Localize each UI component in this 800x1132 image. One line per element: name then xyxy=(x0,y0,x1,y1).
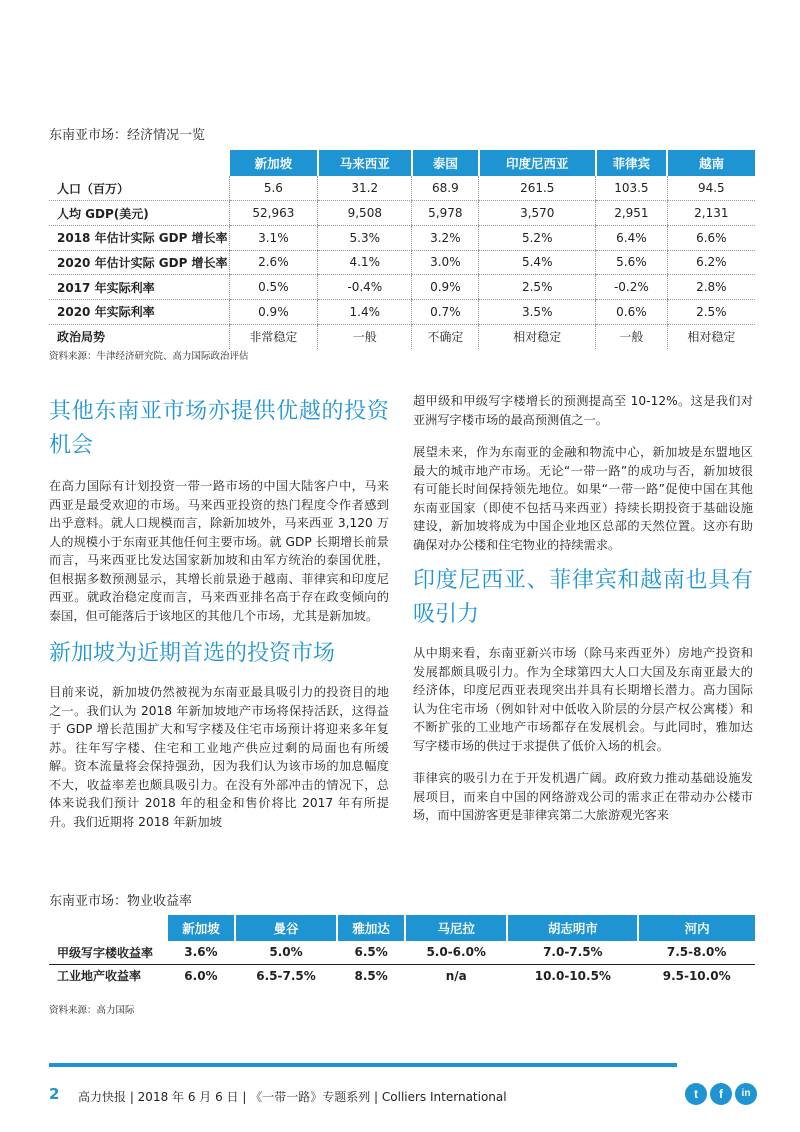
row-label: 2020 年实际利率 xyxy=(49,299,229,324)
col-header: 曼谷 xyxy=(235,915,337,941)
table-cell: 261.5 xyxy=(479,176,596,201)
table-cell: 5,978 xyxy=(412,201,479,226)
table-cell: 2.6% xyxy=(229,250,318,275)
table-cell: 103.5 xyxy=(596,176,668,201)
table-cell: 5.0% xyxy=(235,941,337,964)
yield-table-title: 东南亚市场：物业收益率 xyxy=(49,894,193,909)
table-cell: 8.5% xyxy=(354,968,388,983)
row-label: 2017 年实际利率 xyxy=(49,275,229,300)
col-header: 越南 xyxy=(667,150,755,176)
economic-table-title: 东南亚市场：经济情况一览 xyxy=(49,128,206,143)
table-cell: 5.4% xyxy=(479,250,596,275)
table-cell: 0.7% xyxy=(412,299,479,324)
table-cell: 2.5% xyxy=(667,299,755,324)
right-column xyxy=(413,392,753,825)
table-corner xyxy=(49,150,229,176)
table-cell: 7.5-8.0% xyxy=(638,941,755,964)
table-row xyxy=(49,176,755,201)
section-heading: 其他东南亚市场亦提供优越的投资机会 xyxy=(49,399,389,458)
table-cell: 一般 xyxy=(318,324,412,349)
table-cell: -0.2% xyxy=(596,275,668,300)
table-cell: n/a xyxy=(445,968,467,983)
linkedin-icon[interactable]: in xyxy=(735,1083,757,1105)
table-cell: 1.4% xyxy=(318,299,412,324)
table-cell: 3,570 xyxy=(479,201,596,226)
table-row xyxy=(49,250,755,275)
row-label: 人口（百万） xyxy=(49,176,229,201)
row-label: 2018 年估计实际 GDP 增长率 xyxy=(49,225,229,250)
table-cell: 0.9% xyxy=(229,299,318,324)
row-label: 人均 GDP(美元) xyxy=(49,201,229,226)
paragraph: 目前来说，新加坡仍然被视为东南亚最具吸引力的投资目的地之一。我们认为 2018 年新加坡地产市场将保持活跃，这得益于 GDP 增长范围扩大和写字楼及住宅市场预计将迎来多年复苏。往年写字楼、住宅和工业地产供应过剩的局面也有所缓解。资本流量将会保持强劲，因为我们认为该市场的加息幅度不大，收益率差也颇具吸引力。在没有外部冲击的情况下，总体来说我们预计 2018 年的租金和售价将比 2017 年有所提升。我们近期将 2018 年新加坡 xyxy=(49,685,389,829)
col-header: 马来西亚 xyxy=(318,150,412,176)
economic-overview-table xyxy=(49,150,755,349)
col-header: 菲律宾 xyxy=(596,150,668,176)
table-cell: 5.0-6.0% xyxy=(405,941,507,964)
table-cell: 5.2% xyxy=(479,225,596,250)
paragraph: 菲律宾的吸引力在于开发机遇广阔。政府致力推动基础设施发展项目，而来自中国的网络游戏公司的需求正在带动办公楼市场，而中国游客更是菲律宾第二大旅游观光客来 xyxy=(413,771,753,822)
table-cell: 3.2% xyxy=(412,225,479,250)
col-header: 泰国 xyxy=(412,150,479,176)
paragraph: 从中期来看，东南亚新兴市场（除马来西亚外）房地产投资和发展都颇具吸引力。作为全球第四大人口大国及东南亚最大的经济体，印度尼西亚表现突出并具有长期增长潜力。高力国际认为住宅市场（例如针对中低收入阶层的分层产权公寓楼）和不断扩张的工业地产市场都存在发展机会。与此同时，雅加达写字楼市场的供过于求提供了低价入场的机会。 xyxy=(413,646,753,753)
table-row xyxy=(49,324,755,349)
table-cell: 52,963 xyxy=(229,201,318,226)
col-header: 新加坡 xyxy=(167,915,235,941)
paragraph: 展望未来，作为东南亚的金融和物流中心，新加坡是东盟地区最大的城市地产市场。无论“一带一路”的成功与否，新加坡很有可能长时间保持领先地位。如果“一带一路”促使中国在其他东南亚国家（即使不包括马来西亚）持续长期投资于基础设施建设，新加坡将成为中国企业地区总部的天然位置。这亦有助确保对办公楼和住宅物业的持续需求。 xyxy=(413,445,753,552)
table-cell: 6.5-7.5% xyxy=(256,968,316,983)
table-cell: 3.0% xyxy=(412,250,479,275)
property-yield-table xyxy=(49,915,755,987)
table-cell: 9.5-10.0% xyxy=(662,968,731,983)
row-label: 2020 年估计实际 GDP 增长率 xyxy=(49,250,229,275)
left-column xyxy=(49,395,389,831)
table-cell: 5.6 xyxy=(229,176,318,201)
table-cell: 0.9% xyxy=(412,275,479,300)
table-cell: 2.8% xyxy=(667,275,755,300)
table1-source: 资料来源：牛津经济研究院、高力国际政治评估 xyxy=(49,351,249,362)
table-cell: 7.0-7.5% xyxy=(507,941,638,964)
facebook-icon[interactable]: f xyxy=(710,1083,732,1105)
table-cell: 相对稳定 xyxy=(667,324,755,349)
col-header: 新加坡 xyxy=(229,150,318,176)
table-cell: 68.9 xyxy=(412,176,479,201)
paragraph: 超甲级和甲级写字楼增长的预测提高至 10-12%。这是我们对亚洲写字楼市场的最高预测值之一。 xyxy=(413,394,753,427)
table-cell: 31.2 xyxy=(318,176,412,201)
table-cell: 相对稳定 xyxy=(479,324,596,349)
table-cell: 3.1% xyxy=(229,225,318,250)
col-header: 雅加达 xyxy=(337,915,405,941)
table-row xyxy=(49,201,755,226)
col-header: 马尼拉 xyxy=(405,915,507,941)
table-cell: 4.1% xyxy=(318,250,412,275)
table-cell: 3.5% xyxy=(479,299,596,324)
table-cell: 一般 xyxy=(596,324,668,349)
table-cell: 0.5% xyxy=(229,275,318,300)
row-label: 工业地产收益率 xyxy=(57,969,142,984)
table-row xyxy=(49,275,755,300)
row-label: 甲级写字楼收益率 xyxy=(49,941,167,964)
table-cell: 2,131 xyxy=(667,201,755,226)
table-cell: 5.3% xyxy=(318,225,412,250)
table-cell: 6.4% xyxy=(596,225,668,250)
table-cell: 3.6% xyxy=(167,941,235,964)
col-header: 胡志明市 xyxy=(507,915,638,941)
footer-text: 高力快报 | 2018 年 6 月 6 日 | 《一带一路》专题系列 | Colliers International xyxy=(78,1090,507,1104)
table-cell: 2.5% xyxy=(479,275,596,300)
table-cell: 6.0% xyxy=(184,968,218,983)
table-cell: 6.5% xyxy=(337,941,405,964)
table-cell: 6.6% xyxy=(667,225,755,250)
section-heading: 印度尼西亚、菲律宾和越南也具有吸引力 xyxy=(413,568,753,627)
table-cell: 0.6% xyxy=(596,299,668,324)
paragraph: 在高力国际有计划投资一带一路市场的中国大陆客户中，马来西亚是最受欢迎的市场。马来西亚投资的热门程度令作者感到出乎意料。就人口规模而言，除新加坡外，马来西亚 3,120 万人的规模小于东南亚其他任何主要市场。就 GDP 长期增长前景而言，马来西亚比发达国家新加坡和由军方统治的泰国优胜，但根据多数预测显示，其增长前景逊于越南、菲律宾和印度尼西亚。就政治稳定度而言，马来西亚排名高于存在政变倾向的泰国，但可能落后于该地区的其他几个市场，尤其是新加坡。 xyxy=(49,479,389,623)
table-row xyxy=(49,299,755,324)
table-cell: -0.4% xyxy=(318,275,412,300)
section-heading: 新加坡为近期首选的投资市场 xyxy=(49,641,336,666)
page-number: 2 xyxy=(49,1085,60,1103)
table-row xyxy=(49,964,755,987)
table-cell: 非常稳定 xyxy=(229,324,318,349)
table2-source: 资料来源：高力国际 xyxy=(49,1005,135,1016)
table-cell: 5.6% xyxy=(596,250,668,275)
table-row xyxy=(49,941,755,964)
table-corner xyxy=(49,915,167,941)
row-label: 政治局势 xyxy=(57,330,106,345)
table-row xyxy=(49,225,755,250)
table-cell: 9,508 xyxy=(318,201,412,226)
table-cell: 94.5 xyxy=(667,176,755,201)
table-cell: 不确定 xyxy=(412,324,479,349)
col-header: 印度尼西亚 xyxy=(479,150,596,176)
table-cell: 10.0-10.5% xyxy=(534,968,611,983)
table-cell: 6.2% xyxy=(667,250,755,275)
table-cell: 2,951 xyxy=(596,201,668,226)
footer-divider xyxy=(49,1063,677,1067)
twitter-icon[interactable]: t xyxy=(685,1083,707,1105)
col-header: 河内 xyxy=(638,915,755,941)
